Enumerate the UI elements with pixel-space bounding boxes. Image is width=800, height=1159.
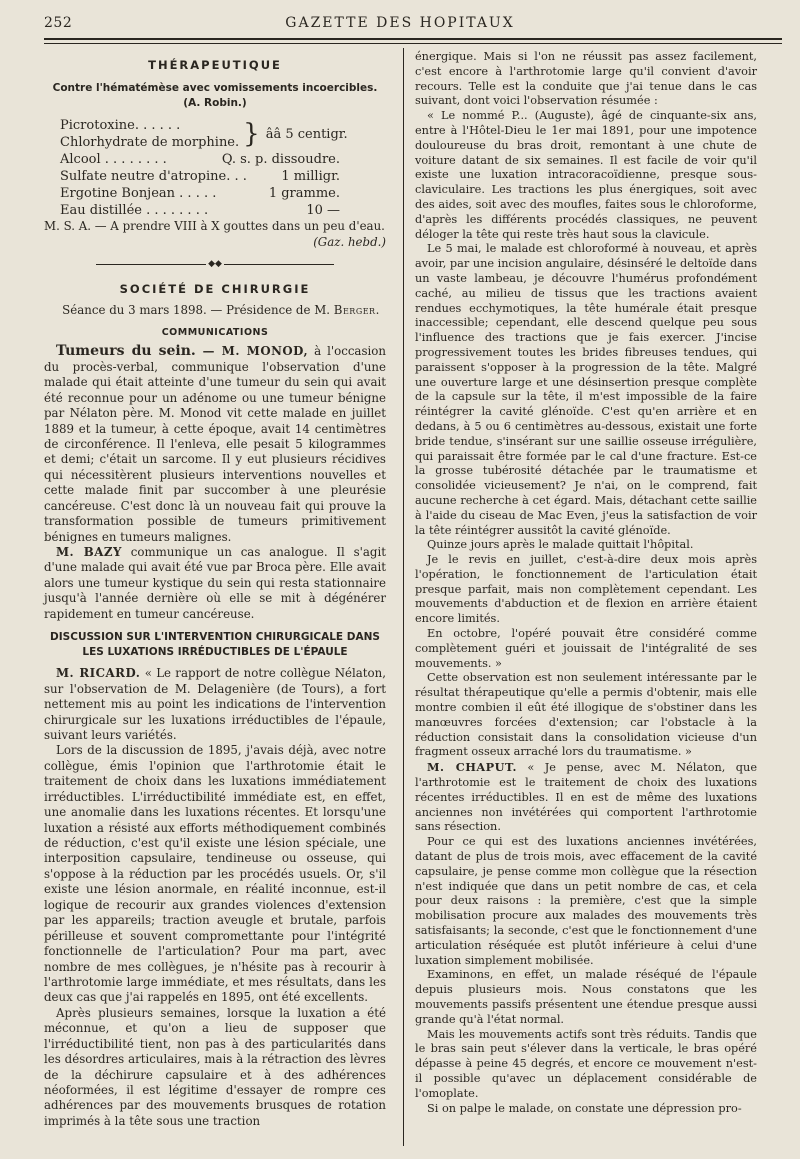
paragraph: Si on palpe le malade, on constate une dépression pro-	[427, 1101, 742, 1115]
paragraph: « Le nommé P... (Auguste), âgé de cinquante-six ans, entre à l'Hôtel-Dieu le 1er mai 1891, pour une impotence douloureuse du bras droit, remontant à une chute de voiture datant de six semaines. Il est facile de voir qu'il existe une luxation intracoracoïdienne, presque sous-claviculaire. Les tractions les plus énergiques, soit avec des aides, soit avec des moufles, faites sous le chloroforme, d'après les différents procédés classiques, ne peuvent déloger la tête qui reste très haut sous la clavicule.	[415, 109, 757, 241]
recipe-dose: 10 —	[306, 203, 340, 219]
recipe-instructions: M. S. A. — A prendre VIII à X gouttes dans un peu d'eau.	[44, 219, 385, 234]
recipe-row	[60, 202, 340, 219]
bazy-text: communique un cas analogue. Il s'agit d'une malade qui avait été vue par Broca père. Elle avait alors une tumeur kystique du sein qui resta stationnaire jusqu'à l'année dernière où elle se mit à dégénérer rapidement en tumeur cancéreuse.	[44, 545, 386, 621]
section-title-societe: SOCIÉTÉ DE CHIRURGIE	[119, 282, 311, 297]
section-title-therapeutique: THÉRAPEUTIQUE	[148, 58, 282, 72]
speaker-bazy: M. BAZY	[56, 545, 122, 560]
paragraph: Examinons, en effet, un malade réséqué de l'épaule depuis plusieurs mois. Nous constatons que les mouvements passifs présentent une étendue presque aussi grande qu'à l'état normal.	[415, 968, 757, 1026]
left-column	[44, 50, 386, 1129]
paragraph: Le 5 mai, le malade est chloroformé à nouveau, et après avoir, par une incision angulaire, désinséré le deltoïde dans un vaste lambeau, je découvre l'humérus profondément caché, au milieu de tissus que les tractions avaient rendues ecchymotiques, la tête humérale était presque inaccessible; cependant, elle descend quelque peu sous l'influence des tractions que je fais exercer. J'incise progressivement toutes les brides fibreuses tendues, qui paraissent s'opposer à la progression de la tête. Malgré une ouverture large et une désinsertion presque complète de la capsule sur la tête, il m'est impossible de la faire réintégrer la cavité glénoïde. C'est qu'en arrière et en dedans, à 5 ou 6 centimètres au-dessous, existait une forte bride tendue, s'insérant sur une saillie osseuse irrégulière, qui paraissait être formée par le cal d'une fracture. Est-ce la grosse tubérosité détachée par le traumatisme et consolidée vicieusement? Je n'ai, on le comprend, fait aucune recherche à cet égard. Mais, détachant cette saillie à l'aide du ciseau de Mac Even, j'eus la satisfaction de voir la tête réintégrer aussitôt la cavité glénoïde.	[415, 242, 757, 537]
chaput-text: « Je pense, avec M. Nélaton, que l'arthrotomie est le traitement de choix des luxations récentes irréductibles. Il en est de même des luxations anciennes non invétérées qui comportent l'arthrotomie sans résection.	[415, 761, 758, 834]
recipe-brace-group	[60, 117, 386, 151]
paragraph: Après plusieurs semaines, lorsque la luxation a été méconnue, et qu'on a lieu de supposer que l'irréductibilité tient, non pas à des particularités dans les désordres articulaires, mais à la rétraction des lèvres de la déchirure capsulaire et à des adhérences néoformées, il est légitime d'essayer de rompre ces adhérences par des mouvements brusques de rotation imprimés à la tête sous une traction	[44, 1005, 386, 1128]
ricard-text: « Le rapport de notre collègue Nélaton, sur l'observation de M. Delagenière (de Tours), a fort nettement mis au point les indications de l'intervention chirurgicale sur les luxations irréductibles de l'épaule, suivant leurs variétés.	[44, 666, 386, 742]
page-number: 252	[44, 15, 73, 31]
recipe-item: Alcool . . . . . . . .	[60, 152, 167, 168]
header-rule-thick	[44, 38, 782, 40]
paragraph: énergique. Mais si l'on ne réussit pas assez facilement, c'est encore à l'arthrotomie large qu'il convient d'avoir recours. Telle est la conduite que j'ai tenue dans le cas suivant, dont voici l'observation résumée :	[415, 50, 757, 108]
paragraph-ricard	[44, 666, 386, 743]
header-rule-thin	[44, 43, 782, 44]
paragraph-chaput	[415, 760, 757, 835]
right-column	[415, 50, 757, 1116]
discussion-title: DISCUSSION SUR L'INTERVENTION CHIRURGICALE DANS LES LUXATIONS IRRÉDUCTIBLES DE L'ÉPAULE	[50, 631, 380, 659]
paragraph: Cette observation est non seulement intéressante par le résultat thérapeutique qu'elle a permis d'obtenir, mais elle montre combien il eût été illogique de s'obstiner dans les manœuvres forcées d'extension; car l'obstacle à la réduction consistait dans la consolidation vicieuse d'un fragment osseux arraché lors du traumatisme. »	[415, 671, 757, 759]
speaker-ricard: M. RICARD.	[56, 666, 141, 681]
column-divider	[403, 48, 404, 1146]
paragraph: En octobre, l'opéré pouvait être considéré comme complètement guéri et jouissait de l'intégralité de ses mouvements. »	[415, 627, 757, 670]
recipe-dose: 1 gramme.	[268, 186, 340, 202]
tumeurs-text: à l'occasion du procès-verbal, communique l'observation d'une malade qui était atteinte d'une tumeur du sein qui avait été reconnue pour un adénome ou une tumeur bénigne par Nélaton père. M. Monod vit cette malade en juillet 1889 et la tumeur, à cette époque, avait 14 centimètres de circonférence. Il l'enleva, elle pesait 5 kilogrammes et demi; c'était un sarcome. Il y eut plusieurs récidives qui nécessitèrent plusieurs interventions nouvelles et cette malade finit par succomber à une pleurésie cancéreuse. C'est donc là un nouveau fait qui prouve la transformation possible de tumeurs primitivement bénignes en tumeurs malignes.	[44, 344, 386, 544]
paragraph: Quinze jours après le malade quittait l'hôpital.	[427, 538, 694, 552]
recipe-dose: ââ 5 centigr.	[265, 126, 348, 142]
paragraph: Mais les mouvements actifs sont très réduits. Tandis que le bras sain peut s'élever dans la verticale, le bras opéré dépasse à peine 45 degrés, et encore ce mouvement n'est-il possible qu'avec un déplacement considérable de l'omoplate.	[415, 1027, 757, 1100]
recipe-brace-items	[60, 117, 239, 151]
brace-glyph: }	[243, 119, 260, 150]
seance-prefix: Séance du 3 mars 1898. — Présidence de M.	[62, 303, 334, 318]
recipe-item: Eau distillée . . . . . . . .	[60, 203, 209, 219]
recipe-item: Chlorhydrate de morphine.	[60, 135, 240, 151]
recipe-row	[60, 151, 340, 168]
recipe-item: Picrotoxine. . . . . .	[60, 118, 181, 134]
journal-title: GAZETTE DES HOPITAUX	[285, 15, 515, 31]
section-ornament: ◆◆	[44, 256, 386, 272]
article-title-hematemese: Contre l'hématémèse avec vomissements incoercibles. (A. Robin.)	[52, 82, 378, 110]
communications-title: COMMUNICATIONS	[161, 326, 269, 338]
paragraph: Pour ce qui est des luxations anciennes invétérées, datant de plus de trois mois, avec effacement de la cavité capsulaire, je pense comme mon collègue que la résection n'est indiquée que dans un petit nombre de cas, et cela pour deux raisons : la première, c'est que la simple mobilisation procure aux malades des mouvements très satisfaisants; la seconde, c'est que le fonctionnement d'une articulation réséquée est plutôt inférieure à celui d'une luxation simplement mobilisée.	[415, 835, 757, 967]
recipe-row	[60, 185, 340, 202]
paragraph: Je le revis en juillet, c'est-à-dire deux mois après l'opération, le fonctionnement de l'articulation était presque parfait, mais non complètement cependant. Les mouvements d'abduction et de flexion en arrière étaient encore limités.	[415, 553, 757, 626]
speaker-chaput: M. CHAPUT.	[427, 760, 517, 775]
recipe-row	[60, 168, 340, 185]
recipe-item: Ergotine Bonjean . . . . .	[60, 186, 217, 202]
paragraph-tumeurs	[44, 344, 386, 545]
recipe-dose: Q. s. p. dissoudre.	[221, 152, 340, 168]
recipe	[60, 117, 386, 219]
tumeurs-lead: Tumeurs du sein.	[56, 343, 196, 360]
recipe-item: Sulfate neutre d'atropine. . .	[60, 169, 247, 185]
seance-line	[44, 303, 386, 318]
recipe-source: (Gaz. hebd.)	[313, 234, 386, 249]
speaker-monod: — M. MONOD,	[195, 344, 309, 359]
seance-president: Berger.	[333, 303, 380, 318]
recipe-dose: 1 milligr.	[281, 169, 340, 185]
paragraph-bazy	[44, 545, 386, 622]
paragraph: Lors de la discussion de 1895, j'avais déjà, avec notre collègue, émis l'opinion que l'arthrotomie était le traitement de choix dans les luxations immédiatement irréductibles. L'irréductibilité immédiate est, en effet, une anomalie dans les luxations récentes. Et lorsqu'une luxation a résisté aux efforts méthodiquement combinés de réduction, c'est qu'il existe une lésion spéciale, une interposition capsulaire, tendineuse ou osseuse, qui s'oppose à la réduction par les procédés usuels. Or, s'il existe une lésion anormale, en réalité inconnue, est-il logique de recourir aux grandes violences d'extension par les appareils; traction aveugle et brutale, parfois périlleuse et souvent compromettante pour l'intégrité fonctionnelle de l'articulation? Pour ma part, avec nombre de mes collègues, je n'hésite pas à recourir à l'arthrotomie large immédiate, et mes résultats, dans les deux cas que j'ai rappelés en 1895, ont été excellents.	[44, 743, 386, 1005]
